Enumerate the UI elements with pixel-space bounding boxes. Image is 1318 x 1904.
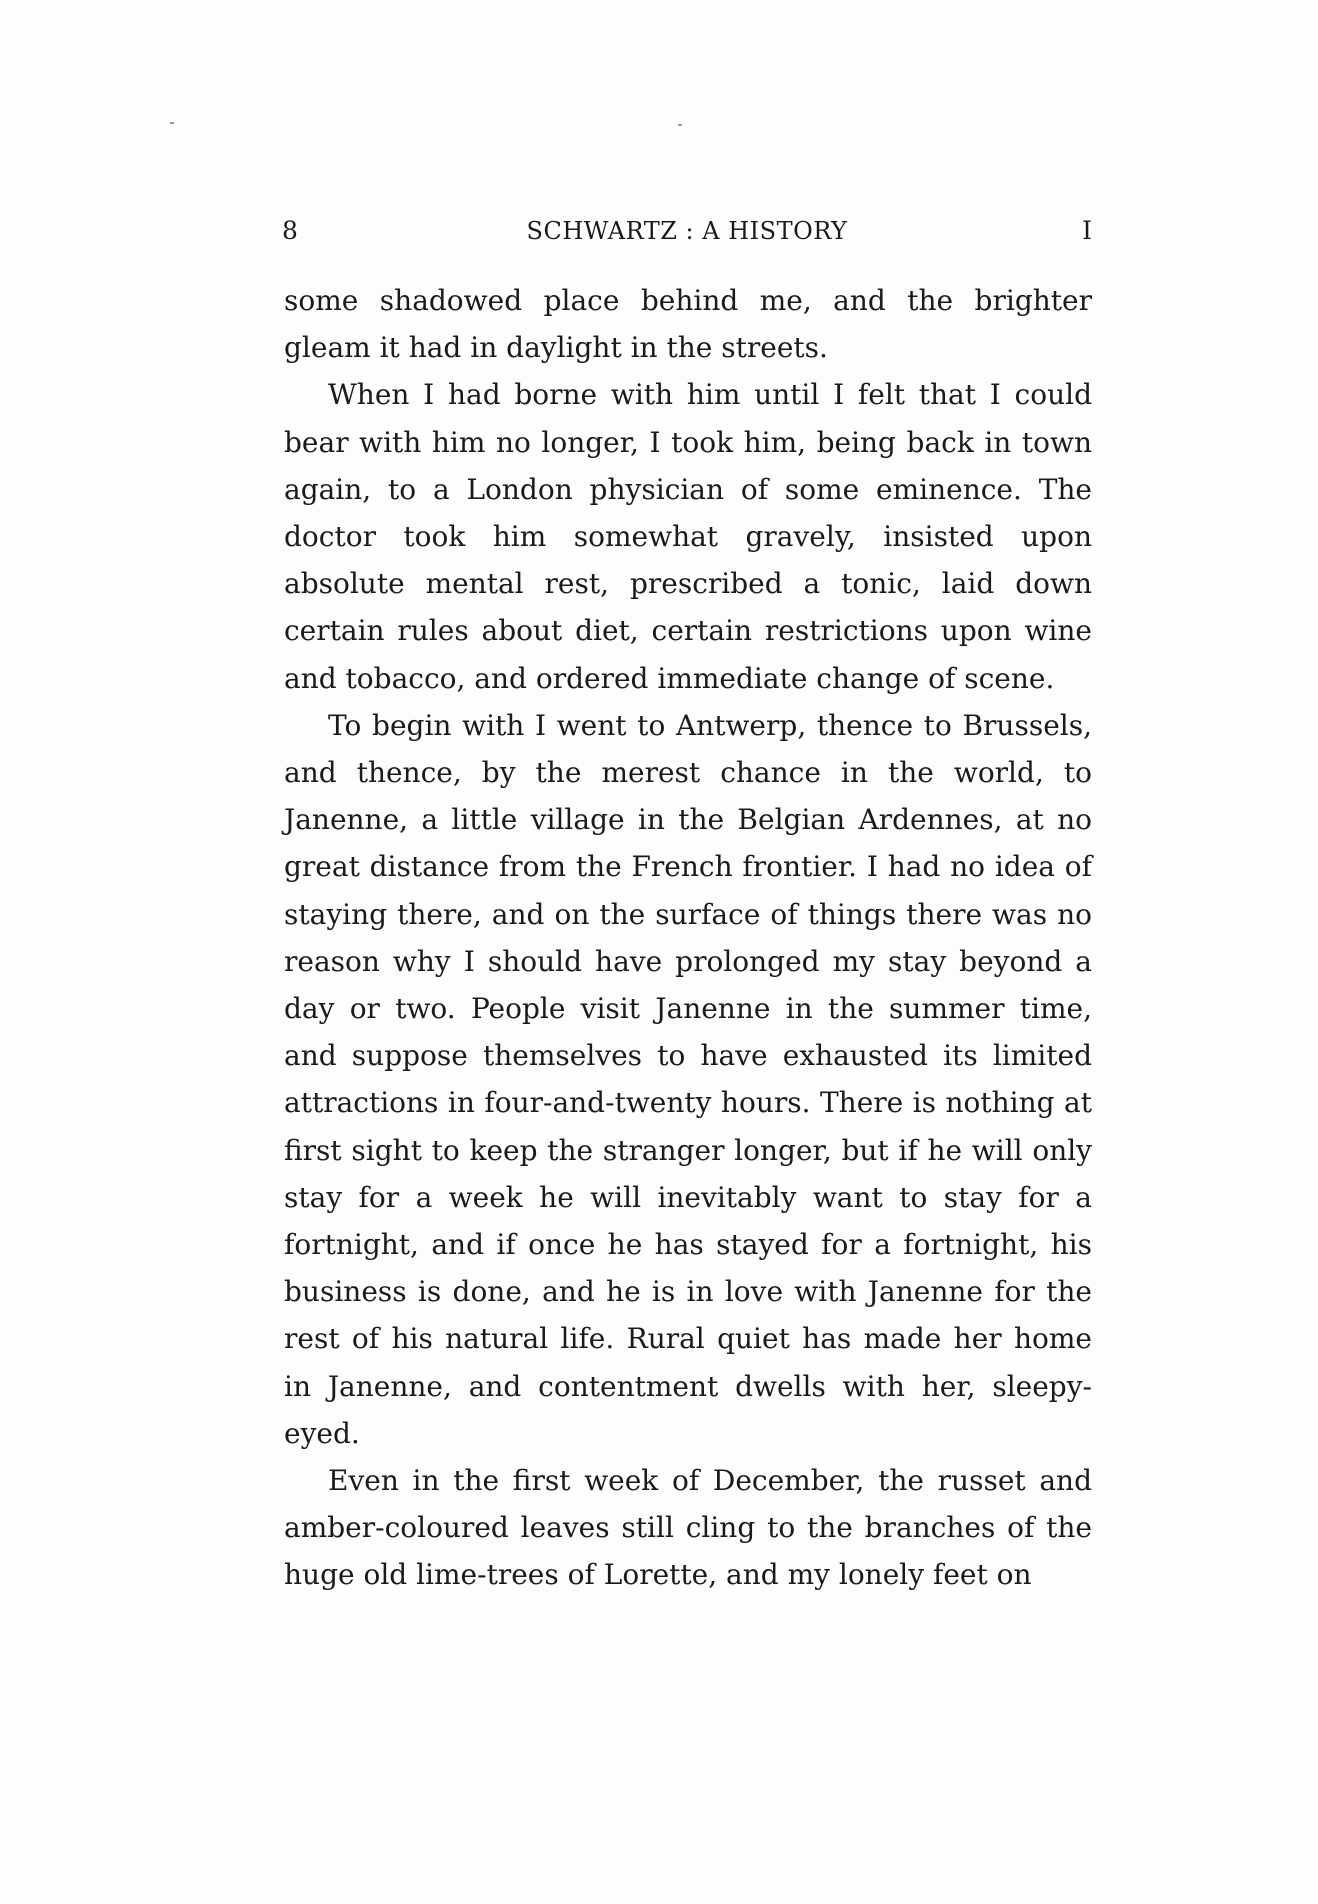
- chapter-number: I: [1082, 216, 1092, 245]
- paragraph: To begin with I went to Antwerp, thence to Brussels, and thence, by the merest chance in the world, to Janenne, a little village in the Belgian Ardennes, at no great distance from the French frontier. I had no idea of staying there, and on the surface of things there was no reason why I should have prolonged my stay beyond a day or two. People visit Janenne in the summer time, and suppose themselves to have exhausted its limited attractions in four-and-twenty hours. There is nothing at first sight to keep the stranger longer, but if he will only stay for a week he will inevitably want to stay for a fortnight, and if once he has stayed for a fortnight, his business is done, and he is in love with Janenne for the rest of his natural life. Rural quiet has made her home in Janenne, and contentment dwells with her, sleepy-eyed.: [284, 708, 1092, 1450]
- paper-speck: [678, 124, 682, 126]
- paper-speck: [170, 122, 174, 124]
- paragraph: When I had borne with him until I felt that I could bear with him no longer, I took him, being back in town again, to a London physician of some eminence. The doctor took him somewhat gravely, insisted upon absolute mental rest, prescribed a tonic, laid down certain rules about diet, certain restrictions upon wine and tobacco, and ordered immediate change of scene.: [284, 378, 1092, 695]
- page-header: [282, 213, 1092, 249]
- paragraph: Even in the first week of December, the russet and amber-coloured leaves still cling to the branches of the huge old lime-trees of Lorette, and my lonely feet on: [284, 1464, 1092, 1592]
- body-text: [284, 277, 1092, 1599]
- page-number: 8: [282, 216, 298, 245]
- running-head-title: SCHWARTZ : A HISTORY: [526, 217, 848, 245]
- paragraph-continued: some shadowed place behind me, and the brighter gleam it had in daylight in the streets.: [284, 284, 1092, 365]
